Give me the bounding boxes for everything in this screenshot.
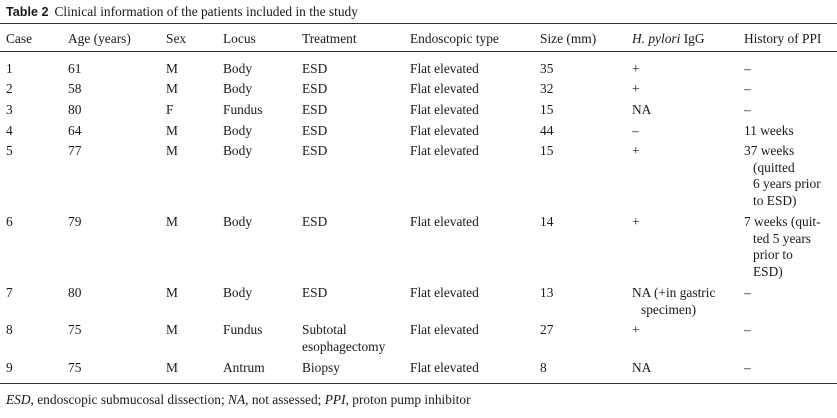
cell-ppi-history — [744, 143, 821, 209]
cell-treatment — [302, 214, 327, 231]
cell-ppi-history — [744, 214, 821, 280]
table-footnote — [6, 392, 471, 408]
cell-ppi-history — [744, 285, 751, 302]
cell-hp-igg — [632, 322, 640, 339]
cell-size: 8 — [540, 360, 547, 375]
cell-line: to ESD) — [753, 192, 797, 208]
cell-locus: Body — [223, 61, 253, 76]
cell-hp-igg — [632, 143, 640, 160]
cell-treatment — [302, 360, 340, 377]
cell-line: + — [632, 143, 640, 158]
cell-locus: Body — [223, 81, 253, 96]
cell-locus: Fundus — [223, 102, 263, 117]
cell-age: 61 — [68, 61, 82, 76]
footnote-esd-abbr: ESD — [6, 392, 31, 407]
cell-line: ESD — [302, 285, 328, 300]
cell-line: Biopsy — [302, 360, 340, 375]
cell-case: 6 — [6, 214, 13, 229]
cell-line: 11 weeks — [744, 123, 794, 138]
cell-locus: Body — [223, 285, 253, 300]
cell-age: 75 — [68, 322, 82, 337]
cell-line: – — [744, 81, 751, 96]
header-treatment: Treatment — [302, 31, 357, 46]
cell-ppi-history — [744, 61, 751, 78]
cell-size: 27 — [540, 322, 554, 337]
cell-locus: Body — [223, 214, 253, 229]
cell-line: ESD — [302, 81, 328, 96]
cell-age: 80 — [68, 285, 82, 300]
cell-line: – — [744, 102, 751, 117]
header-endoscopic-type: Endoscopic type — [410, 31, 499, 46]
cell-size: 32 — [540, 81, 554, 96]
cell-sex: M — [166, 143, 178, 158]
cell-line: (quitted — [753, 159, 795, 175]
cell-locus: Body — [223, 123, 253, 138]
cell-line: 37 weeks — [744, 143, 795, 158]
header-rule — [0, 51, 837, 52]
cell-line: 6 years prior — [753, 176, 821, 191]
cell-endoscopic-type: Flat elevated — [410, 123, 479, 138]
cell-case: 9 — [6, 360, 13, 375]
cell-hp-igg — [632, 81, 640, 98]
cell-line: + — [632, 214, 640, 229]
cell-endoscopic-type: Flat elevated — [410, 214, 479, 229]
cell-sex: M — [166, 214, 178, 229]
cell-size: 44 — [540, 123, 554, 138]
cell-case: 3 — [6, 102, 13, 117]
cell-hp-igg — [632, 123, 639, 140]
cell-treatment — [302, 143, 327, 160]
cell-line: NA — [632, 102, 652, 117]
cell-line: – — [744, 285, 751, 300]
top-rule — [0, 23, 837, 24]
cell-line: – — [744, 61, 751, 76]
header-size: Size (mm) — [540, 31, 597, 46]
cell-hp-igg — [632, 61, 640, 78]
cell-treatment — [302, 285, 327, 302]
footnote-esd-text: , endoscopic submucosal dissection; — [30, 392, 229, 407]
cell-endoscopic-type: Flat elevated — [410, 102, 479, 117]
cell-line: + — [632, 322, 640, 337]
cell-line: ESD — [302, 61, 328, 76]
cell-line: prior to — [753, 247, 793, 262]
header-sex: Sex — [166, 31, 187, 46]
cell-line: ted 5 years — [753, 230, 812, 246]
cell-endoscopic-type: Flat elevated — [410, 143, 479, 158]
cell-size: 13 — [540, 285, 554, 300]
cell-age: 77 — [68, 143, 82, 158]
header-case: Case — [6, 31, 33, 46]
cell-line: ESD) — [753, 263, 783, 279]
cell-age: 64 — [68, 123, 82, 138]
cell-line: ESD — [302, 143, 328, 158]
cell-ppi-history — [744, 123, 794, 140]
cell-sex: M — [166, 322, 178, 337]
cell-endoscopic-type: Flat elevated — [410, 61, 479, 76]
cell-case: 4 — [6, 123, 13, 138]
cell-hp-igg — [632, 285, 715, 318]
cell-hp-igg — [632, 102, 651, 119]
cell-endoscopic-type: Flat elevated — [410, 285, 479, 300]
cell-size: 14 — [540, 214, 554, 229]
cell-case: 2 — [6, 81, 13, 96]
cell-line: + — [632, 81, 640, 96]
footnote-na-abbr: NA — [228, 392, 246, 407]
cell-treatment — [302, 322, 385, 355]
cell-locus: Body — [223, 143, 253, 158]
cell-hp-igg — [632, 360, 651, 377]
cell-line: – — [632, 123, 639, 138]
cell-locus: Fundus — [223, 322, 263, 337]
cell-ppi-history — [744, 322, 751, 339]
cell-case: 8 — [6, 322, 13, 337]
cell-treatment — [302, 81, 327, 98]
cell-sex: M — [166, 61, 178, 76]
cell-case: 7 — [6, 285, 13, 300]
cell-line: – — [744, 360, 751, 375]
cell-line: ESD — [302, 123, 328, 138]
cell-case: 5 — [6, 143, 13, 158]
cell-endoscopic-type: Flat elevated — [410, 81, 479, 96]
cell-line: 7 weeks (quit- — [744, 214, 821, 229]
header-hp-igg: H. pylori IgG — [632, 31, 705, 46]
cell-age: 80 — [68, 102, 82, 117]
cell-sex: M — [166, 81, 178, 96]
cell-line: – — [744, 322, 751, 337]
cell-case: 1 — [6, 61, 13, 76]
cell-size: 15 — [540, 143, 554, 158]
footnote-ppi-text: , proton pump inhibitor — [345, 392, 471, 407]
cell-ppi-history — [744, 102, 751, 119]
cell-sex: M — [166, 123, 178, 138]
cell-line: + — [632, 61, 640, 76]
cell-age: 79 — [68, 214, 82, 229]
cell-endoscopic-type: Flat elevated — [410, 322, 479, 337]
cell-ppi-history — [744, 360, 751, 377]
cell-line: NA (+in gastric — [632, 285, 716, 300]
cell-hp-igg — [632, 214, 640, 231]
bottom-rule — [0, 383, 837, 384]
cell-age: 58 — [68, 81, 82, 96]
footnote-na-text: , not assessed; — [245, 392, 325, 407]
cell-treatment — [302, 61, 327, 78]
cell-ppi-history — [744, 81, 751, 98]
cell-age: 75 — [68, 360, 82, 375]
cell-size: 35 — [540, 61, 554, 76]
cell-endoscopic-type: Flat elevated — [410, 360, 479, 375]
footnote-ppi-abbr: PPI — [324, 392, 346, 407]
cell-line: NA — [632, 360, 652, 375]
cell-line: specimen) — [641, 301, 697, 317]
cell-sex: M — [166, 360, 178, 375]
table-caption — [6, 4, 358, 20]
table-label: Table 2 — [6, 5, 49, 19]
cell-size: 15 — [540, 102, 554, 117]
cell-sex: M — [166, 285, 178, 300]
cell-treatment — [302, 123, 327, 140]
cell-locus: Antrum — [223, 360, 265, 375]
cell-line: ESD — [302, 214, 328, 229]
cell-line: Subtotal — [302, 322, 347, 337]
cell-sex: F — [166, 102, 174, 117]
caption-text: Clinical information of the patients included in the study — [54, 4, 358, 19]
cell-line: esophagectomy — [302, 338, 386, 354]
header-locus: Locus — [223, 31, 256, 46]
header-ppi-history: History of PPI — [744, 31, 822, 46]
cell-line: ESD — [302, 102, 328, 117]
cell-treatment — [302, 102, 327, 119]
header-age: Age (years) — [68, 31, 131, 46]
